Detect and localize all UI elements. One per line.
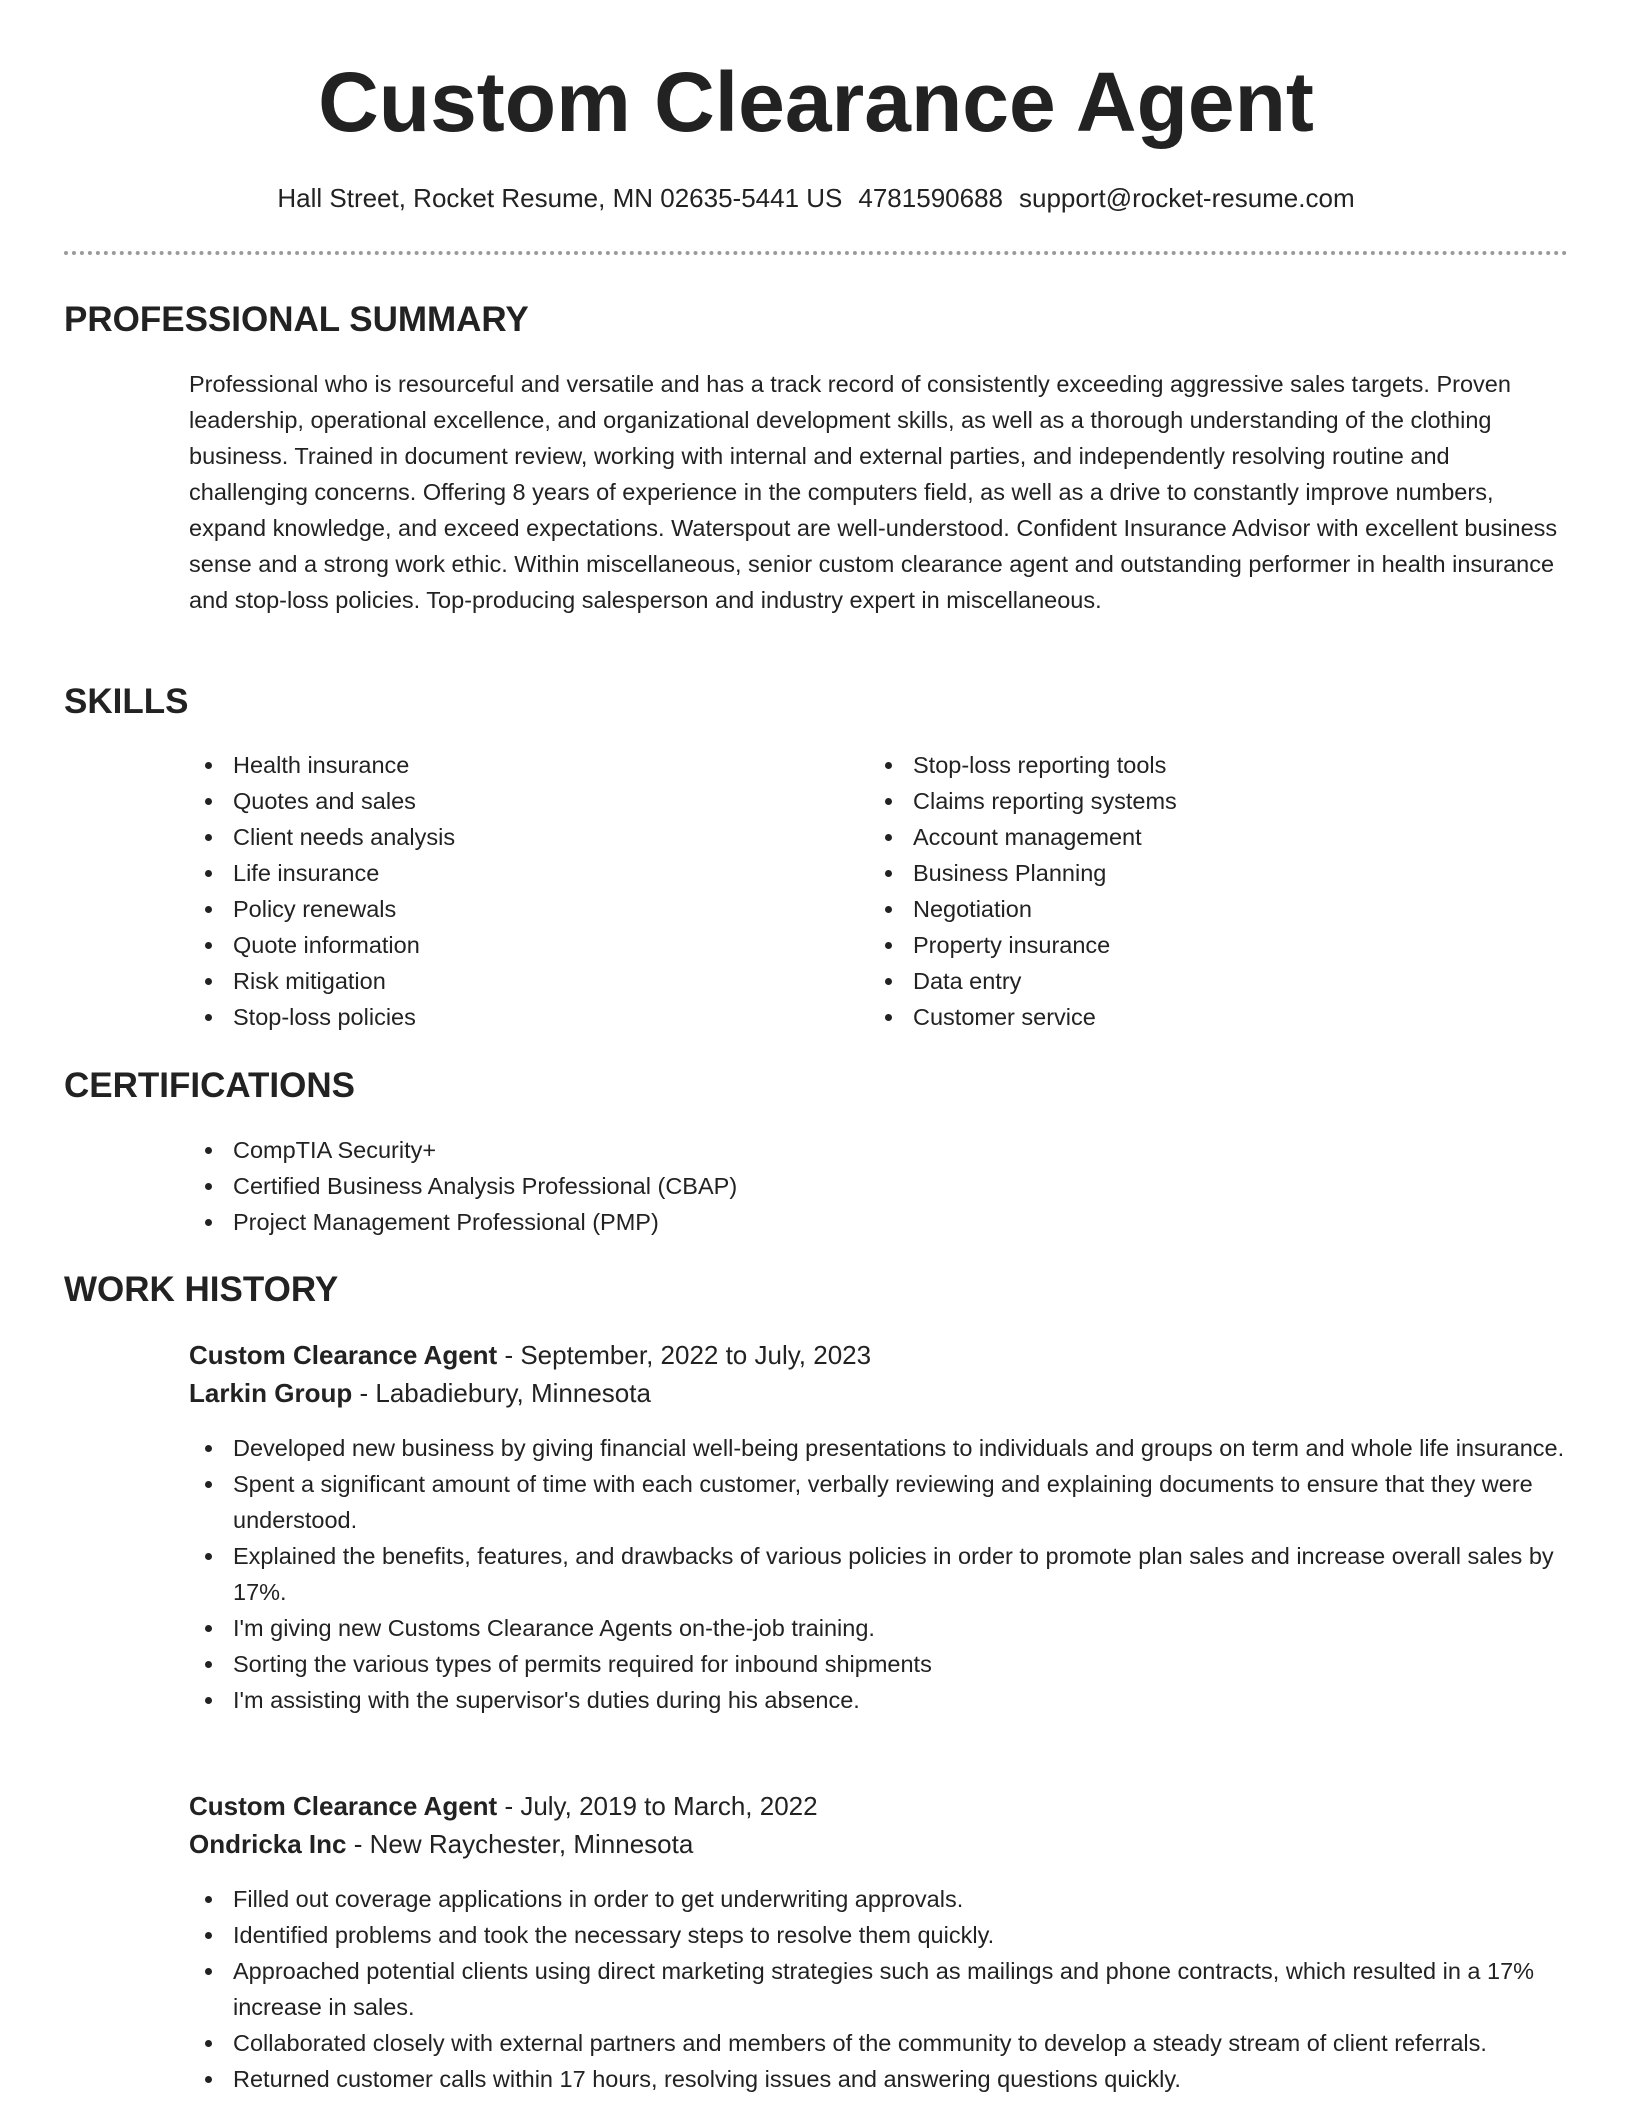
job-role: Custom Clearance Agent	[189, 1340, 498, 1370]
skill-item: Account management	[869, 819, 1529, 855]
skill-item: Life insurance	[189, 855, 849, 891]
job-bullets	[189, 1430, 1569, 1718]
job-title-line	[189, 1336, 871, 1374]
contact-email: support@rocket-resume.com	[1019, 183, 1355, 213]
job-bullet: I'm giving new Customs Clearance Agents on-the-job training.	[189, 1610, 1569, 1646]
skill-item: Quotes and sales	[189, 783, 849, 819]
job-dates: - July, 2019 to March, 2022	[497, 1791, 818, 1821]
skill-item: Quote information	[189, 927, 849, 963]
job-bullet: Returned customer calls within 17 hours, resolving issues and answering questions quickly.	[189, 2061, 1569, 2097]
summary-heading: PROFESSIONAL SUMMARY	[64, 300, 529, 339]
skill-item: Business Planning	[869, 855, 1529, 891]
job-company-line	[189, 1825, 693, 1863]
summary-text: Professional who is resourceful and versatile and has a track record of consistently exceeding aggressive sales targets. Proven leadership, operational excellence, and organizational development skills, as well as a thorough understanding of the clothing business. Trained in document review, working with internal and external parties, and independently resolving routine and challenging concerns. Offering 8 years of experience in the computers field, as well as a drive to constantly improve numbers, expand knowledge, and exceed expectations. Waterspout are well-understood. Confident Insurance Advisor with excellent business sense and a strong work ethic. Within miscellaneous, senior custom clearance agent and outstanding performer in health insurance and stop-loss policies. Top-producing salesperson and industry expert in miscellaneous.	[189, 371, 1558, 613]
skill-item: Health insurance	[189, 747, 849, 783]
certifications-heading: CERTIFICATIONS	[64, 1066, 356, 1105]
job-bullet: Filled out coverage applications in order to get underwriting approvals.	[189, 1881, 1569, 1917]
job-bullet: I'm assisting with the supervisor's duties during his absence.	[189, 1682, 1569, 1718]
skill-item: Negotiation	[869, 891, 1529, 927]
skill-item: Stop-loss reporting tools	[869, 747, 1529, 783]
skill-item: Policy renewals	[189, 891, 849, 927]
contact-phone: 4781590688	[858, 183, 1003, 213]
job-title-line	[189, 1787, 818, 1825]
job-location: - Labadiebury, Minnesota	[352, 1378, 651, 1408]
job-role: Custom Clearance Agent	[189, 1791, 498, 1821]
skills-list-left	[189, 747, 849, 1035]
job-bullet: Identified problems and took the necessary steps to resolve them quickly.	[189, 1917, 1569, 1953]
skills-heading: SKILLS	[64, 682, 189, 721]
job-company-line	[189, 1374, 651, 1412]
resume-title: Custom Clearance Agent	[318, 55, 1314, 149]
job-location: - New Raychester, Minnesota	[346, 1829, 694, 1859]
job-bullet: Collaborated closely with external partners and members of the community to develop a steady stream of client referrals.	[189, 2025, 1569, 2061]
job-bullet: Spent a significant amount of time with each customer, verbally reviewing and explaining documents to ensure that they were understood.	[189, 1466, 1569, 1538]
certification-item: Certified Business Analysis Professional (CBAP)	[189, 1168, 1489, 1204]
job-company: Larkin Group	[189, 1378, 353, 1408]
certifications-list	[189, 1132, 1489, 1240]
certification-item: Project Management Professional (PMP)	[189, 1204, 1489, 1240]
work-history-heading: WORK HISTORY	[64, 1270, 339, 1309]
skill-item: Client needs analysis	[189, 819, 849, 855]
job-bullets	[189, 1881, 1569, 2097]
contact-address: Hall Street, Rocket Resume, MN 02635-5441 US	[277, 183, 843, 213]
contact-line	[0, 180, 1632, 216]
job-dates: - September, 2022 to July, 2023	[497, 1340, 872, 1370]
skill-item: Claims reporting systems	[869, 783, 1529, 819]
job-bullet: Sorting the various types of permits required for inbound shipments	[189, 1646, 1569, 1682]
skills-list-right	[869, 747, 1529, 1035]
skill-item: Risk mitigation	[189, 963, 849, 999]
header-divider	[64, 251, 1568, 255]
skill-item: Property insurance	[869, 927, 1529, 963]
skill-item: Stop-loss policies	[189, 999, 849, 1035]
job-bullet: Developed new business by giving financial well-being presentations to individuals and groups on term and whole life insurance.	[189, 1430, 1569, 1466]
job-bullet: Approached potential clients using direct marketing strategies such as mailings and phone contracts, which resulted in a 17% increase in sales.	[189, 1953, 1569, 2025]
job-company: Ondricka Inc	[189, 1829, 347, 1859]
job-bullet: Explained the benefits, features, and drawbacks of various policies in order to promote plan sales and increase overall sales by 17%.	[189, 1538, 1569, 1610]
certification-item: CompTIA Security+	[189, 1132, 1489, 1168]
skill-item: Data entry	[869, 963, 1529, 999]
skill-item: Customer service	[869, 999, 1529, 1035]
